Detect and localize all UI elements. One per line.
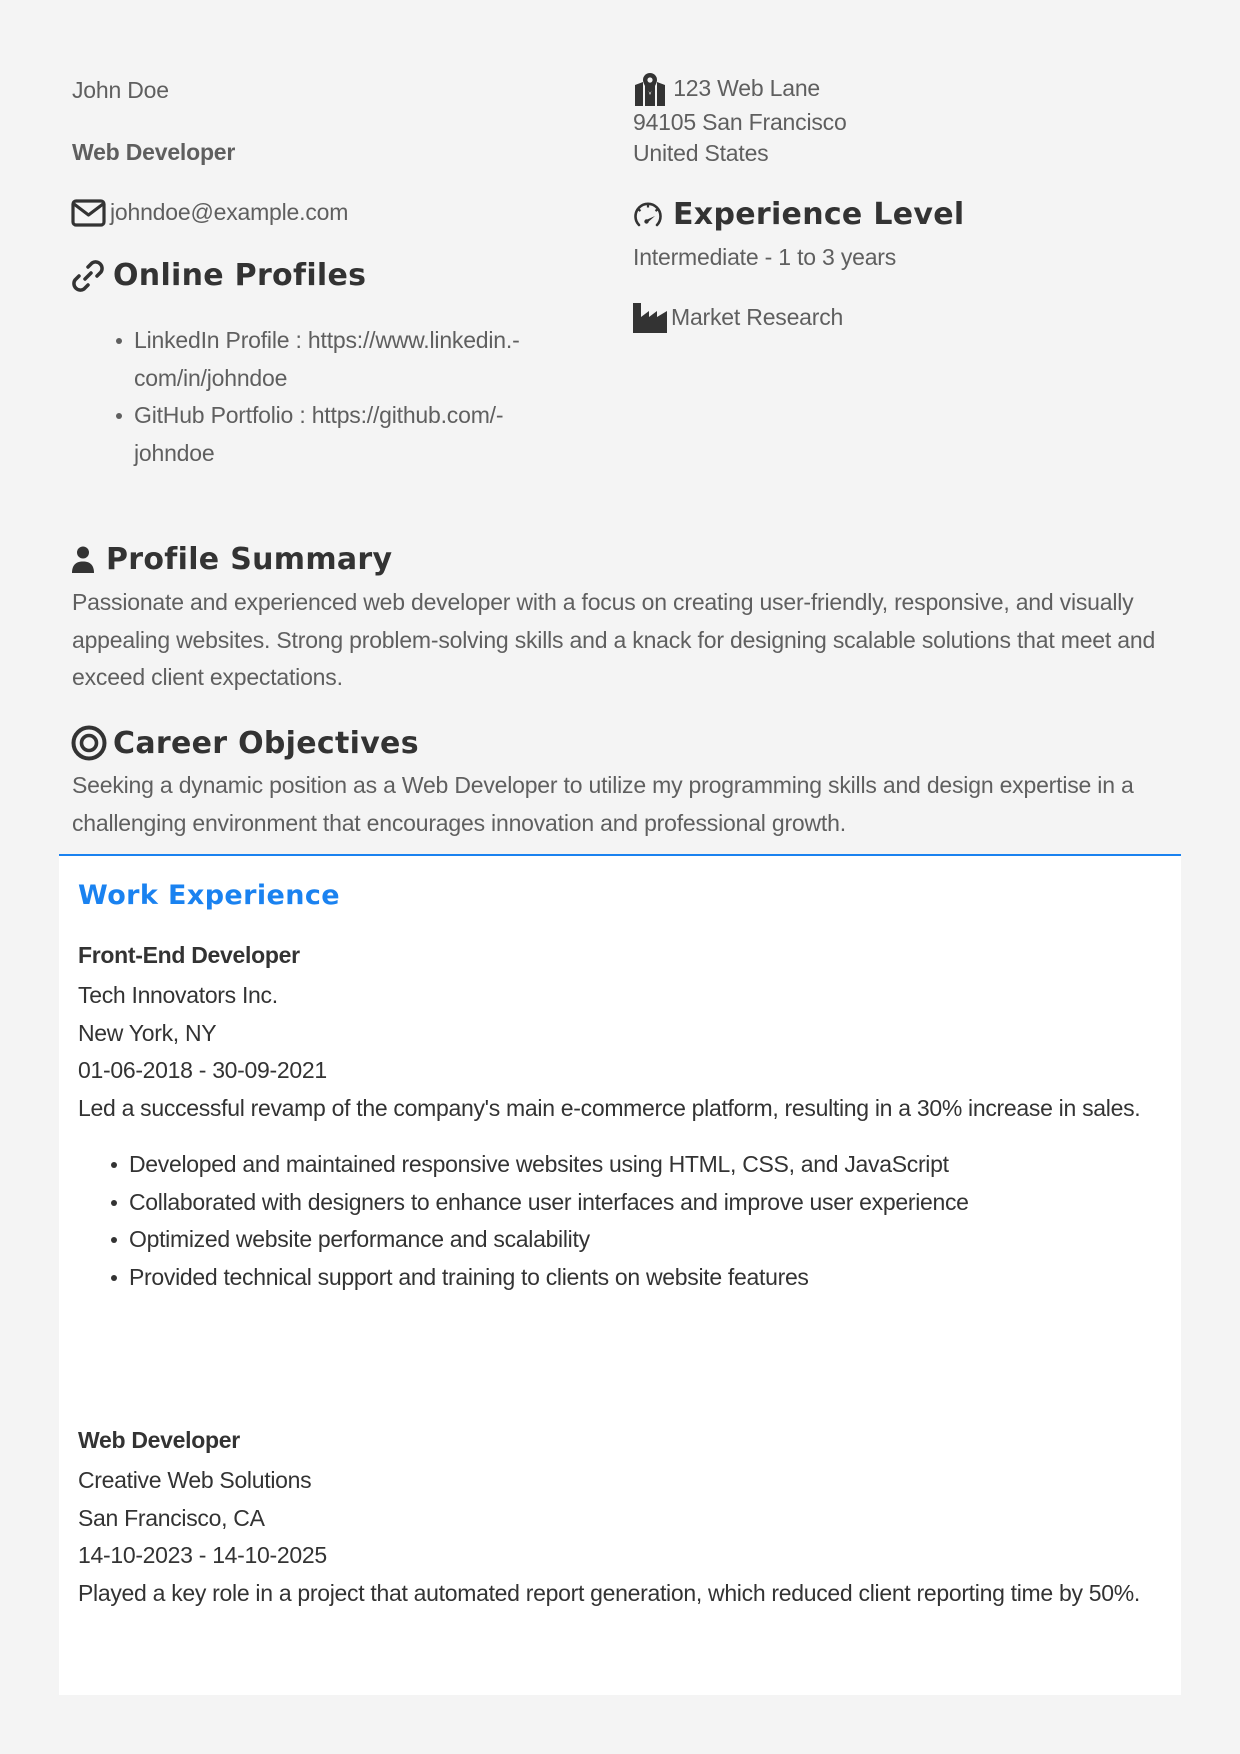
industry-row [633, 299, 843, 336]
profile-link-github[interactable]: GitHub Portfolio : https://github.com/-johndoe [112, 397, 582, 472]
job-responsibility: Collaborated with designers to enhance user interfaces and improve user experience [109, 1184, 1168, 1222]
online-profiles-heading [71, 258, 366, 293]
job-company: Creative Web Solutions [78, 1467, 312, 1493]
candidate-title: Web Developer [72, 139, 236, 165]
job-responsibility: Provided technical support and training to clients on website features [109, 1259, 1168, 1297]
speedometer-icon [633, 201, 663, 229]
job-responsibility: Optimized website performance and scalability [109, 1221, 1168, 1259]
profile-link-linkedin[interactable]: LinkedIn Profile : https://www.linkedin.-com/in/johndoe [112, 322, 582, 397]
job-title: Front-End Developer [78, 942, 300, 968]
career-objectives-heading [71, 725, 419, 761]
work-experience-title: Work Experience [78, 880, 340, 911]
address-line-1-row [633, 70, 847, 107]
experience-level-heading [633, 197, 964, 232]
job-location: San Francisco, CA [78, 1504, 265, 1531]
experience-level-title: Experience Level [673, 197, 965, 232]
address-line-3: United States [633, 140, 769, 166]
job-dates: 14-10-2023 - 14-10-2025 [78, 1542, 327, 1568]
job-title: Web Developer [78, 1427, 240, 1453]
candidate-name: John Doe [72, 77, 169, 103]
target-icon [71, 725, 107, 761]
user-icon [72, 546, 94, 574]
address-line-1: 123 Web Lane [673, 75, 820, 101]
experience-level-value: Intermediate - 1 to 3 years [633, 244, 897, 270]
link-icon [71, 259, 105, 293]
online-profiles-list [112, 322, 582, 472]
email-link[interactable]: johndoe@example.com [110, 199, 349, 225]
industry-icon [633, 303, 667, 333]
industry-value: Market Research [671, 304, 844, 330]
profile-summary-title: Profile Summary [106, 542, 393, 577]
job-responsibilities-list [78, 1146, 1168, 1296]
online-profiles-title: Online Profiles [113, 258, 367, 293]
envelope-icon [71, 199, 107, 227]
job-description: Played a key role in a project that automated report generation, which reduced client reporting time by 50%. [78, 1579, 1140, 1606]
map-marker-icon [633, 73, 667, 107]
job-responsibility: Developed and maintained responsive websites using HTML, CSS, and JavaScript [109, 1146, 1168, 1184]
job-entry [78, 933, 1168, 1296]
job-company: Tech Innovators Inc. [78, 982, 278, 1008]
job-entry [78, 1418, 1168, 1612]
address-line-2: 94105 San Francisco [633, 109, 847, 135]
email-row [71, 194, 348, 231]
profile-summary-text: Passionate and experienced web developer with a focus on creating user-friendly, responsive, and visually appealing websites. Strong problem-solving skills and a knack for designing scalable solutions that meet and exceed client expectations. [72, 589, 1156, 690]
address-block [633, 70, 847, 169]
career-objectives-text: Seeking a dynamic position as a Web Developer to utilize my programming skills and design expertise in a challenging environment that encourages innovation and professional growth. [72, 772, 1134, 836]
profile-summary-heading [72, 542, 392, 577]
job-description: Led a successful revamp of the company's main e-commerce platform, resulting in a 30% increase in sales. [78, 1094, 1141, 1121]
job-location: New York, NY [78, 1019, 217, 1046]
work-experience-card [59, 854, 1181, 1695]
career-objectives-title: Career Objectives [113, 725, 419, 761]
job-dates: 01-06-2018 - 30-09-2021 [78, 1057, 327, 1083]
